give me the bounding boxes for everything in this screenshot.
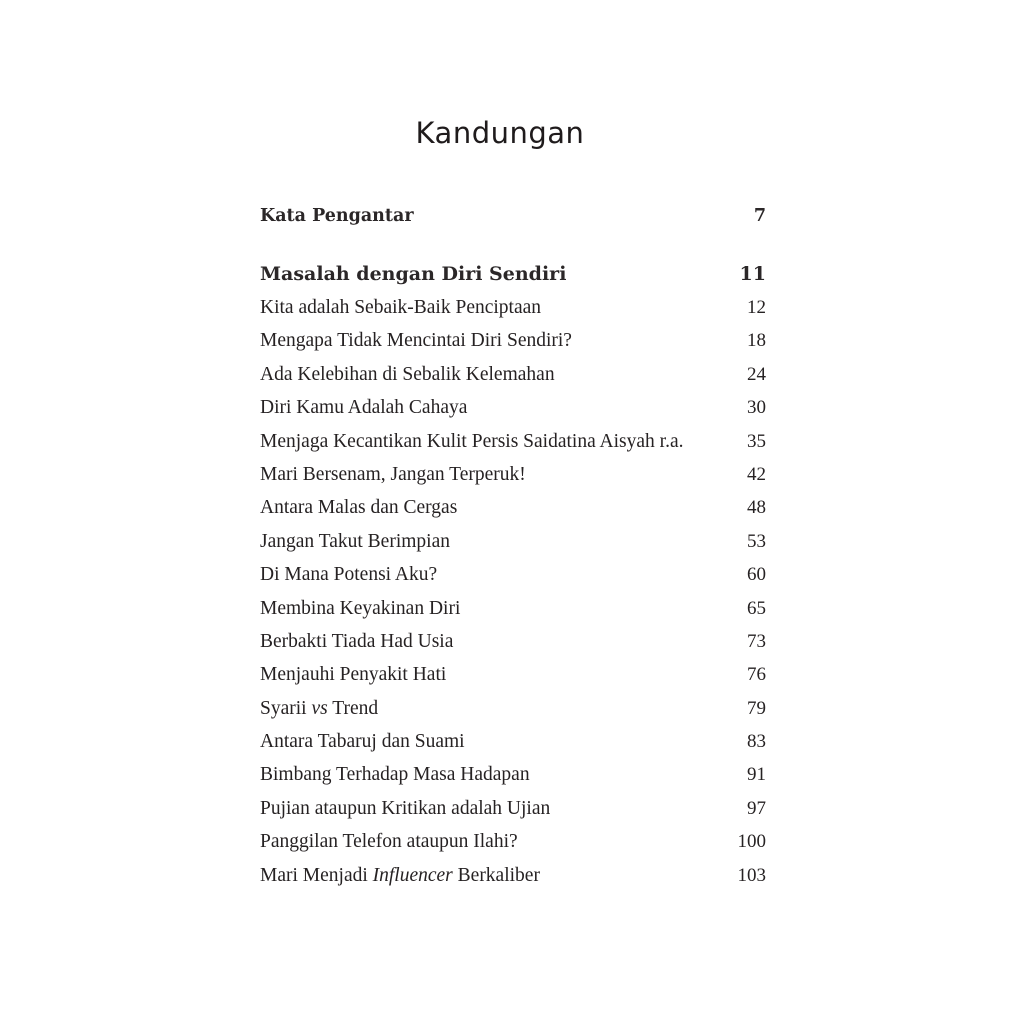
table-of-contents	[260, 200, 766, 892]
toc-entry-label: Menjauhi Penyakit Hati	[260, 664, 447, 686]
toc-entry-label: Antara Malas dan Cergas	[260, 497, 458, 519]
toc-entry-label-pre: Mari Menjadi	[260, 864, 373, 886]
toc-entry	[260, 425, 766, 458]
toc-entry-page: 53	[747, 530, 766, 552]
toc-section-page: 11	[739, 263, 766, 285]
toc-entry-label-italic: Influencer	[372, 864, 453, 886]
toc-entry-page: 100	[737, 831, 766, 853]
toc-entry-page: 103	[737, 864, 766, 886]
toc-entry	[260, 491, 766, 524]
toc-entry	[260, 358, 766, 391]
toc-entry	[260, 725, 766, 758]
toc-entry	[260, 291, 766, 324]
toc-entry-label: Kita adalah Sebaik-Baik Penciptaan	[260, 297, 542, 318]
toc-entry-label: Jangan Takut Berimpian	[260, 530, 450, 552]
toc-entry-page: 83	[747, 731, 766, 753]
page-title: Kandungan	[415, 116, 585, 150]
toc-entry-label-post: Trend	[327, 697, 379, 719]
toc-entry-page: 24	[747, 363, 766, 385]
toc-entry-page: 76	[747, 664, 766, 686]
toc-entry-label: Di Mana Potensi Aku?	[260, 564, 438, 586]
toc-entry-label: Berbakti Tiada Had Usia	[260, 630, 454, 652]
toc-entry-label-post: Berkaliber	[452, 864, 540, 886]
toc-section-label: Masalah dengan Diri Sendiri	[260, 263, 567, 285]
toc-entry-page: 30	[747, 397, 766, 419]
toc-entry-label	[260, 692, 378, 725]
toc-entry	[260, 391, 766, 424]
toc-entry-label: Bimbang Terhadap Masa Hadapan	[260, 764, 530, 786]
toc-entry-page: 48	[747, 497, 766, 519]
toc-entry-page: 7	[753, 206, 766, 226]
toc-section-heading	[260, 257, 766, 291]
toc-entry-page: 73	[747, 630, 766, 652]
toc-entry-page: 35	[747, 430, 766, 452]
toc-entry-label-italic: vs	[311, 697, 328, 719]
toc-entry	[260, 324, 766, 357]
toc-entry-label: Mengapa Tidak Mencintai Diri Sendiri?	[260, 330, 572, 352]
toc-entry	[260, 558, 766, 591]
toc-entry	[260, 792, 766, 825]
toc-entry	[260, 692, 766, 725]
toc-entry-label: Menjaga Kecantikan Kulit Persis Saidatina Aisyah r.a.	[260, 430, 684, 452]
toc-entry-label: Mari Bersenam, Jangan Terperuk!	[260, 463, 526, 485]
toc-entry	[260, 658, 766, 691]
toc-entry-label: Diri Kamu Adalah Cahaya	[260, 397, 468, 419]
toc-entry-page: 79	[747, 697, 766, 719]
toc-entry-label	[260, 859, 540, 892]
toc-entry-label: Ada Kelebihan di Sebalik Kelemahan	[260, 363, 555, 385]
toc-entry-page: 65	[747, 597, 766, 619]
toc-entry-page: 18	[747, 330, 766, 352]
toc-entry-page: 12	[747, 297, 766, 318]
toc-entry-page: 60	[747, 564, 766, 586]
toc-entry-label: Panggilan Telefon ataupun Ilahi?	[260, 831, 518, 853]
toc-entry-label: Antara Tabaruj dan Suami	[260, 731, 465, 753]
toc-entry-label: Kata Pengantar	[260, 206, 414, 226]
toc-entry	[260, 458, 766, 491]
toc-entry	[260, 825, 766, 858]
toc-entry	[260, 525, 766, 558]
toc-entry-page: 91	[747, 764, 766, 786]
toc-entry-label-pre: Syarii	[260, 697, 312, 719]
toc-entry	[260, 592, 766, 625]
toc-entry	[260, 758, 766, 791]
toc-entry	[260, 625, 766, 658]
toc-entry-page: 42	[747, 463, 766, 485]
toc-entry-front-matter	[260, 200, 766, 232]
toc-entry	[260, 859, 766, 892]
toc-entry-label: Membina Keyakinan Diri	[260, 597, 461, 619]
toc-entry-label: Pujian ataupun Kritikan adalah Ujian	[260, 797, 551, 819]
toc-entry-page: 97	[747, 797, 766, 819]
